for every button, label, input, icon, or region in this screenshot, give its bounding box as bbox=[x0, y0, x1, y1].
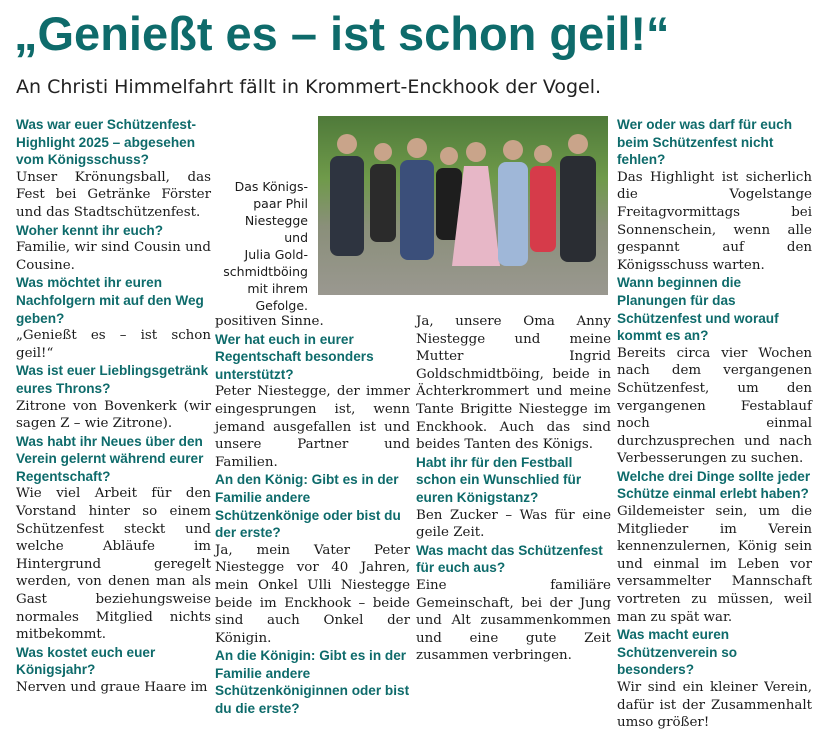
interview-answer: Bereits circa vier Wochen nach dem vergangenen Schützenfest, um den vergangenen Festablauf noch einmal durchzusprechen und nach Verbesserungen zu suchen. bbox=[617, 345, 812, 467]
article-column-2 bbox=[215, 313, 410, 718]
interview-answer: Unser Krönungsball, das Fest bei Getränke Förster und das Stadtschützenfest. bbox=[16, 169, 211, 220]
caption-line: Niestegge und bbox=[244, 213, 308, 245]
interview-question: Was macht euren Schützenverein so besonders? bbox=[617, 627, 738, 678]
interview-answer: Gildemeister sein, um die Mitglieder im Verein kennenzulernen, König sein und einmal im Leben vor versammelter Mannschaft vortreten zu müssen, weil man zu spät war. bbox=[617, 504, 812, 625]
interview-answer: Ja, mein Vater Peter Niestegge vor 40 Jahren, mein Onkel Ulli Niestegge beide im Enckhook – beide sind auch Onkel der Königin. bbox=[215, 542, 410, 646]
interview-question: Was habt ihr Neues über den Verein gelernt während eurer Regentschaft? bbox=[16, 433, 204, 484]
caption-line: schmidtböing bbox=[223, 264, 308, 279]
interview-question: Wer hat euch in eurer Regentschaft besonders unterstützt? bbox=[215, 331, 374, 382]
caption-line: Das Königs- bbox=[234, 179, 308, 194]
interview-answer: Wie viel Arbeit für den Vorstand hinter so einem Schützenfest steckt und welche Abläufe im Hintergrund geregelt werden, von denen man als Gast beziehungsweise normales Mitglied nichts mitbekommt. bbox=[16, 486, 211, 643]
interview-question: Habt ihr für den Festball schon ein Wunschlied für euren Königstanz? bbox=[416, 454, 582, 505]
interview-question: An den König: Gibt es in der Familie andere Schützenkönige oder bist du der erste? bbox=[215, 472, 401, 541]
photo-caption bbox=[222, 178, 308, 314]
group-photo-illustration bbox=[318, 116, 608, 295]
interview-answer: Zitrone von Bovenkerk (wir sagen Z – wie Zitrone). bbox=[16, 398, 211, 432]
interview-answer: Ja, unsere Oma Anny Niestegge und meine Mutter Ingrid Goldschmidtböing, beide in Ächterkrommert und meine Tante Brigitte Niestegge im Enckhook. Auch das sind beides Tanten des Königs. bbox=[416, 314, 611, 453]
interview-question: An die Königin: Gibt es in der Familie andere Schützenköniginnen oder bist du die erste? bbox=[215, 648, 410, 717]
interview-answer: Das Highlight ist sicherlich die Vogelstange Freitagvormittags bei Sonnenschein, wenn alle gespannt auf den Königsschuss warten. bbox=[617, 169, 812, 273]
interview-question: Was war euer Schützenfest-Highlight 2025 – abgesehen vom Königsschuss? bbox=[16, 117, 197, 168]
caption-line: mit ihrem bbox=[247, 281, 308, 296]
interview-answer: positiven Sinne. bbox=[215, 314, 324, 329]
interview-question: Welche drei Dinge sollte jeder Schütze einmal erlebt haben? bbox=[617, 468, 811, 502]
interview-answer: „Genießt es – ist schon geil!“ bbox=[16, 328, 211, 361]
caption-line: Gefolge. bbox=[255, 298, 308, 313]
interview-question: Was möchtet ihr euren Nachfolgern mit auf den Weg geben? bbox=[16, 275, 204, 326]
interview-answer: Peter Niestegge, der immer eingesprungen ist, wenn jemand ausgefallen ist und unsere Partner und Familien. bbox=[215, 384, 410, 470]
interview-answer: Familie, wir sind Cousin und Cousine. bbox=[16, 240, 211, 273]
interview-answer: Nerven und graue Haare im bbox=[16, 680, 208, 695]
article-subheadline: An Christi Himmelfahrt fällt in Krommert-Enckhook der Vogel. bbox=[16, 76, 602, 98]
interview-question: Woher kennt ihr euch? bbox=[16, 222, 164, 238]
interview-question: Wann beginnen die Planungen für das Schützenfest und worauf kommt es an? bbox=[617, 275, 779, 344]
interview-question: Was macht das Schützenfest für euch aus? bbox=[416, 542, 603, 576]
interview-question: Wer oder was darf für euch beim Schützenfest nicht fehlen? bbox=[617, 117, 792, 168]
article-column-3 bbox=[416, 313, 611, 665]
interview-question: Was kostet euch euer Königsjahr? bbox=[16, 644, 156, 678]
article-column-1 bbox=[16, 116, 211, 697]
article-headline: „Genießt es – ist schon geil!“ bbox=[14, 7, 670, 60]
caption-line: Julia Gold- bbox=[244, 247, 308, 262]
interview-answer: Wir sind ein kleiner Verein, dafür ist der Zusammenhalt umso größer! bbox=[617, 680, 812, 731]
caption-line: paar Phil bbox=[253, 196, 308, 211]
interview-answer: Eine familiäre Gemeinschaft, bei der Jung und Alt zusammenkommen und eine gute Zeit zusammen verbringen. bbox=[416, 577, 611, 664]
interview-answer: Ben Zucker – Was für eine geile Zeit. bbox=[416, 507, 611, 541]
group-photo bbox=[318, 116, 608, 295]
article-column-4 bbox=[617, 116, 812, 732]
interview-question: Was ist euer Lieblingsgetränk eures Throns? bbox=[16, 363, 209, 396]
